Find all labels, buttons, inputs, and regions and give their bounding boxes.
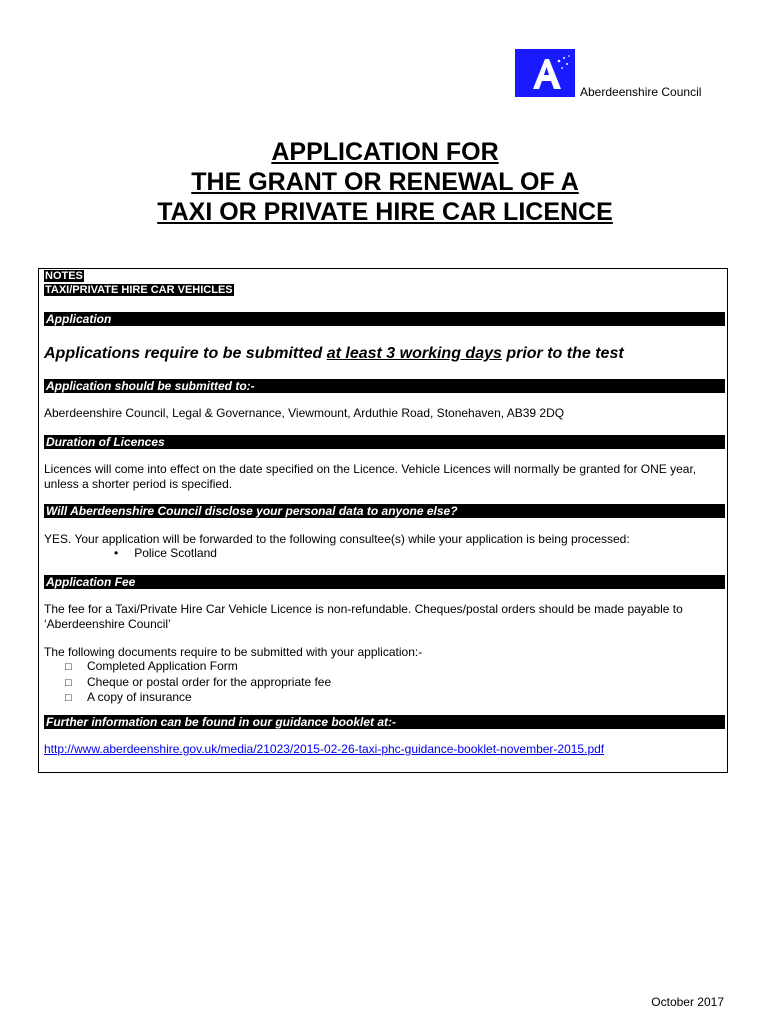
- duration-heading: Duration of Licences: [44, 435, 725, 449]
- consultee-list: [114, 546, 217, 560]
- list-item: □ A copy of insurance: [65, 690, 192, 704]
- requirement-emphasis: at least 3 working days: [326, 345, 502, 362]
- list-item: • Police Scotland: [114, 546, 217, 560]
- requirement-prefix: Applications require to be submitted: [44, 345, 327, 362]
- title-line-2: THE GRANT OR RENEWAL OF A: [191, 168, 579, 196]
- list-item: □ Cheque or postal order for the appropriate fee: [65, 674, 332, 689]
- checkbox-icon: □: [65, 676, 72, 689]
- notes-subtitle: TAXI/PRIVATE HIRE CAR VEHICLES: [45, 284, 233, 296]
- aberdeenshire-logo-icon: [515, 49, 575, 97]
- notes-box: [38, 268, 728, 773]
- fee-text: The fee for a Taxi/Private Hire Car Vehicle Licence is non-refundable. Cheques/postal orders should be made payable to ‘Aberdeenshire Council’: [44, 602, 683, 631]
- checkbox-icon: □: [65, 692, 72, 704]
- council-logo: [515, 49, 575, 97]
- requirement-suffix: prior to the test: [501, 345, 624, 362]
- title-line-1: APPLICATION FOR: [271, 138, 499, 166]
- notes-label: NOTES: [45, 270, 83, 282]
- disclose-heading: Will Aberdeenshire Council disclose your personal data to anyone else?: [44, 504, 725, 518]
- duration-text: Licences will come into effect on the date specified on the Licence. Vehicle Licences will normally be granted for ONE year, unless a shorter period is specified.: [44, 462, 697, 491]
- list-item: □ Completed Application Form: [65, 659, 238, 673]
- fee-heading: Application Fee: [44, 575, 725, 589]
- title-line-3: TAXI OR PRIVATE HIRE CAR LICENCE: [157, 198, 613, 226]
- disclose-text: YES. Your application will be forwarded to the following consultee(s) while your application is being processed:: [44, 532, 630, 546]
- documents-list: [65, 659, 331, 706]
- documents-intro: The following documents require to be submitted with your application:-: [44, 645, 423, 659]
- further-info-heading: Further information can be found in our guidance booklet at:-: [44, 715, 725, 729]
- document-date: October 2017: [651, 995, 724, 1009]
- document-title: [0, 137, 770, 227]
- org-name: Aberdeenshire Council: [580, 85, 702, 99]
- guidance-link-row: [44, 742, 721, 757]
- application-heading: Application: [44, 312, 725, 326]
- submit-address: Aberdeenshire Council, Legal & Governance, Viewmount, Arduthie Road, Stonehaven, AB39 2DQ: [44, 406, 565, 420]
- submission-requirement: [44, 345, 725, 363]
- submit-to-heading: Application should be submitted to:-: [44, 379, 725, 393]
- checkbox-icon: □: [65, 661, 72, 673]
- guidance-booklet-link[interactable]: http://www.aberdeenshire.gov.uk/media/21023/2015-02-26-taxi-phc-guidance-booklet-november-2015.pdf: [44, 742, 605, 756]
